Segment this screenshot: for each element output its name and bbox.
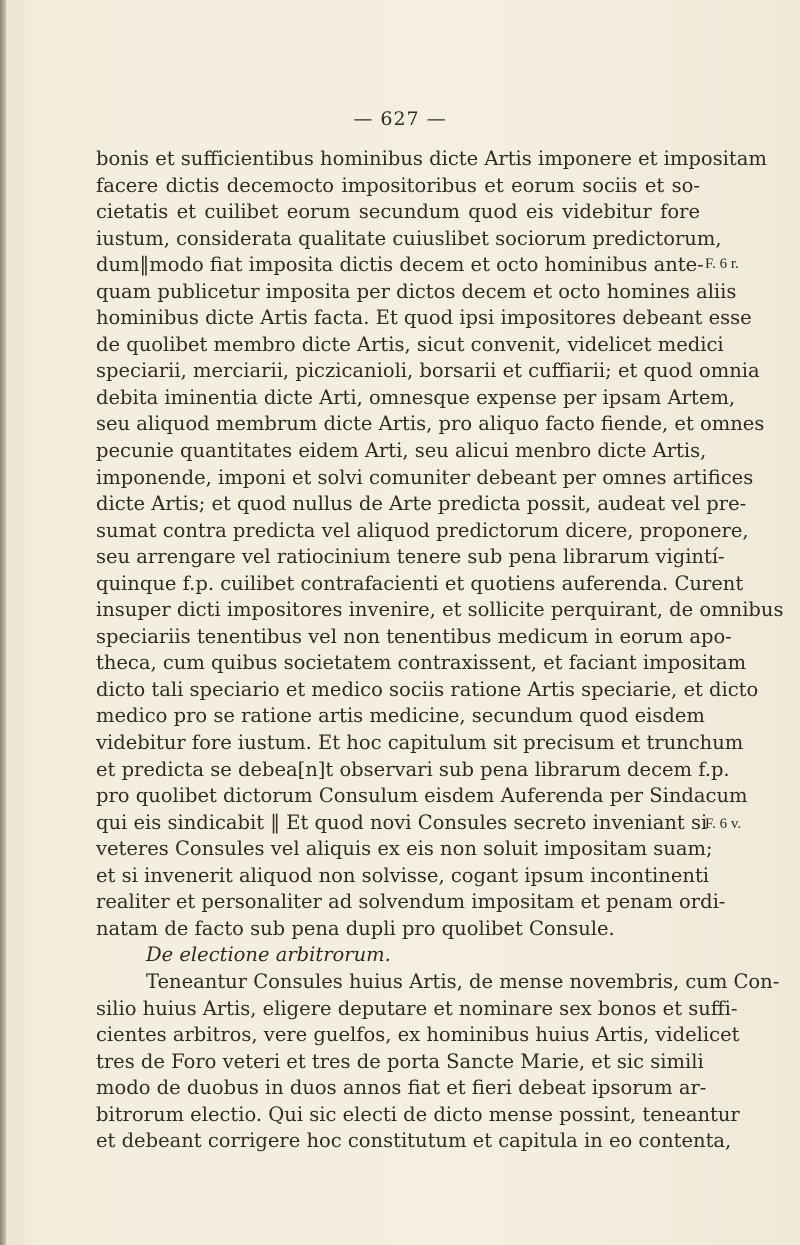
text-line: seu arrengare vel ratiocinium tenere sub pena librarum vigintí- — [96, 545, 725, 569]
text-line: silio huius Artis, eligere deputare et nominare sex bonos et suffi- — [96, 996, 738, 1020]
text-line: theca, cum quibus societatem contraxissent, et faciant impositam — [96, 651, 747, 675]
text-line: hominibus dicte Artis facta. Et quod ipsi impositores debeant esse — [96, 306, 752, 330]
text-line: insuper dicti impositores invenire, et sollicite perquirant, de omnibus — [96, 598, 784, 622]
text-line: sumat contra predicta vel aliquod predictorum dicere, proponere, — [96, 518, 749, 542]
text-line: quinque f.p. cuilibet contrafacienti et quotiens auferenda. Curent — [96, 571, 744, 595]
text-line: bonis et sufficientibus hominibus dicte Artis imponere et impositam — [96, 147, 767, 170]
text-line: et si invenerit aliquod non solvisse, cogant ipsum incontinenti — [96, 863, 710, 887]
text-line: cietatis et cuilibet eorum secundum quod eis videbitur fore — [96, 200, 700, 224]
text-line: videbitur fore iustum. Et hoc capitulum sit precisum et trunchum — [96, 731, 744, 755]
text-line: modo de duobus in duos annos fiat et fieri debeat ipsorum ar- — [96, 1076, 707, 1100]
text-line: et predicta se debea[n]t observari sub pena librarum decem f.p. — [96, 757, 730, 781]
text-line: qui eis sindicabit ‖ Et quod novi Consules secreto inveniant si — [96, 810, 708, 834]
text-line: speciariis tenentibus vel non tenentibus medicum in eorum apo- — [96, 624, 732, 648]
margin-folio-note: F. 6 v. — [705, 816, 742, 832]
text-line: iustum, considerata qualitate cuiuslibet sociorum predictorum, — [96, 226, 722, 250]
text-line: dicto tali speciario et medico sociis ratione Artis speciarie, et dicto — [96, 677, 759, 701]
text-line: cientes arbitros, vere guelfos, ex hominibus huius Artis, videlicet — [96, 1023, 740, 1047]
text-line: et debeant corrigere hoc constitutum et capitula in eo contenta, — [96, 1129, 732, 1153]
page-spine-edge — [0, 0, 6, 1245]
text-line: pecunie quantitates eidem Arti, seu alicui menbro dicte Artis, — [96, 439, 707, 463]
text-line: facere dictis decemocto impositoribus et eorum sociis et so- — [96, 173, 700, 197]
text-line: Teneantur Consules huius Artis, de mense novembris, cum Con- — [146, 969, 780, 993]
text-line: pro quolibet dictorum Consulum eisdem Auferenda per Sindacum — [96, 784, 748, 808]
section-heading: De electione arbitrorum. — [146, 943, 391, 967]
text-line: realiter et personaliter ad solvendum impositam et penam ordi- — [96, 890, 726, 914]
text-line: dum‖modo fiat imposita dictis decem et octo hominibus ante- — [96, 253, 704, 277]
page-number: — 627 — — [353, 108, 447, 130]
text-line: imponende, imponi et solvi comuniter debeant per omnes artifices — [96, 465, 754, 489]
text-line: bitrorum electio. Qui sic electi de dicto mense possint, teneantur — [96, 1102, 740, 1126]
text-line: natam de facto sub pena dupli pro quolibet Consule. — [96, 916, 615, 940]
text-line: de quolibet membro dicte Artis, sicut convenit, videlicet medici — [96, 332, 724, 356]
text-line: veteres Consules vel aliquis ex eis non soluit impositam suam; — [96, 837, 713, 861]
margin-folio-note: F. 6 r. — [705, 256, 739, 272]
text-line: medico pro se ratione artis medicine, secundum quod eisdem — [96, 704, 705, 728]
text-line: seu aliquod membrum dicte Artis, pro aliquo facto fiende, et omnes — [96, 412, 765, 436]
text-line: dicte Artis; et quod nullus de Arte predicta possit, audeat vel pre- — [96, 492, 747, 516]
text-line: debita iminentia dicte Arti, omnesque expense per ipsam Artem, — [96, 385, 736, 409]
text-line: speciarii, merciarii, piczicanioli, borsarii et cuffiarii; et quod omnia — [96, 359, 760, 383]
text-line: quam publicetur imposita per dictos decem et octo homines aliis — [96, 279, 737, 303]
text-line: tres de Foro veteri et tres de porta Sancte Marie, et sic simili — [96, 1049, 704, 1073]
